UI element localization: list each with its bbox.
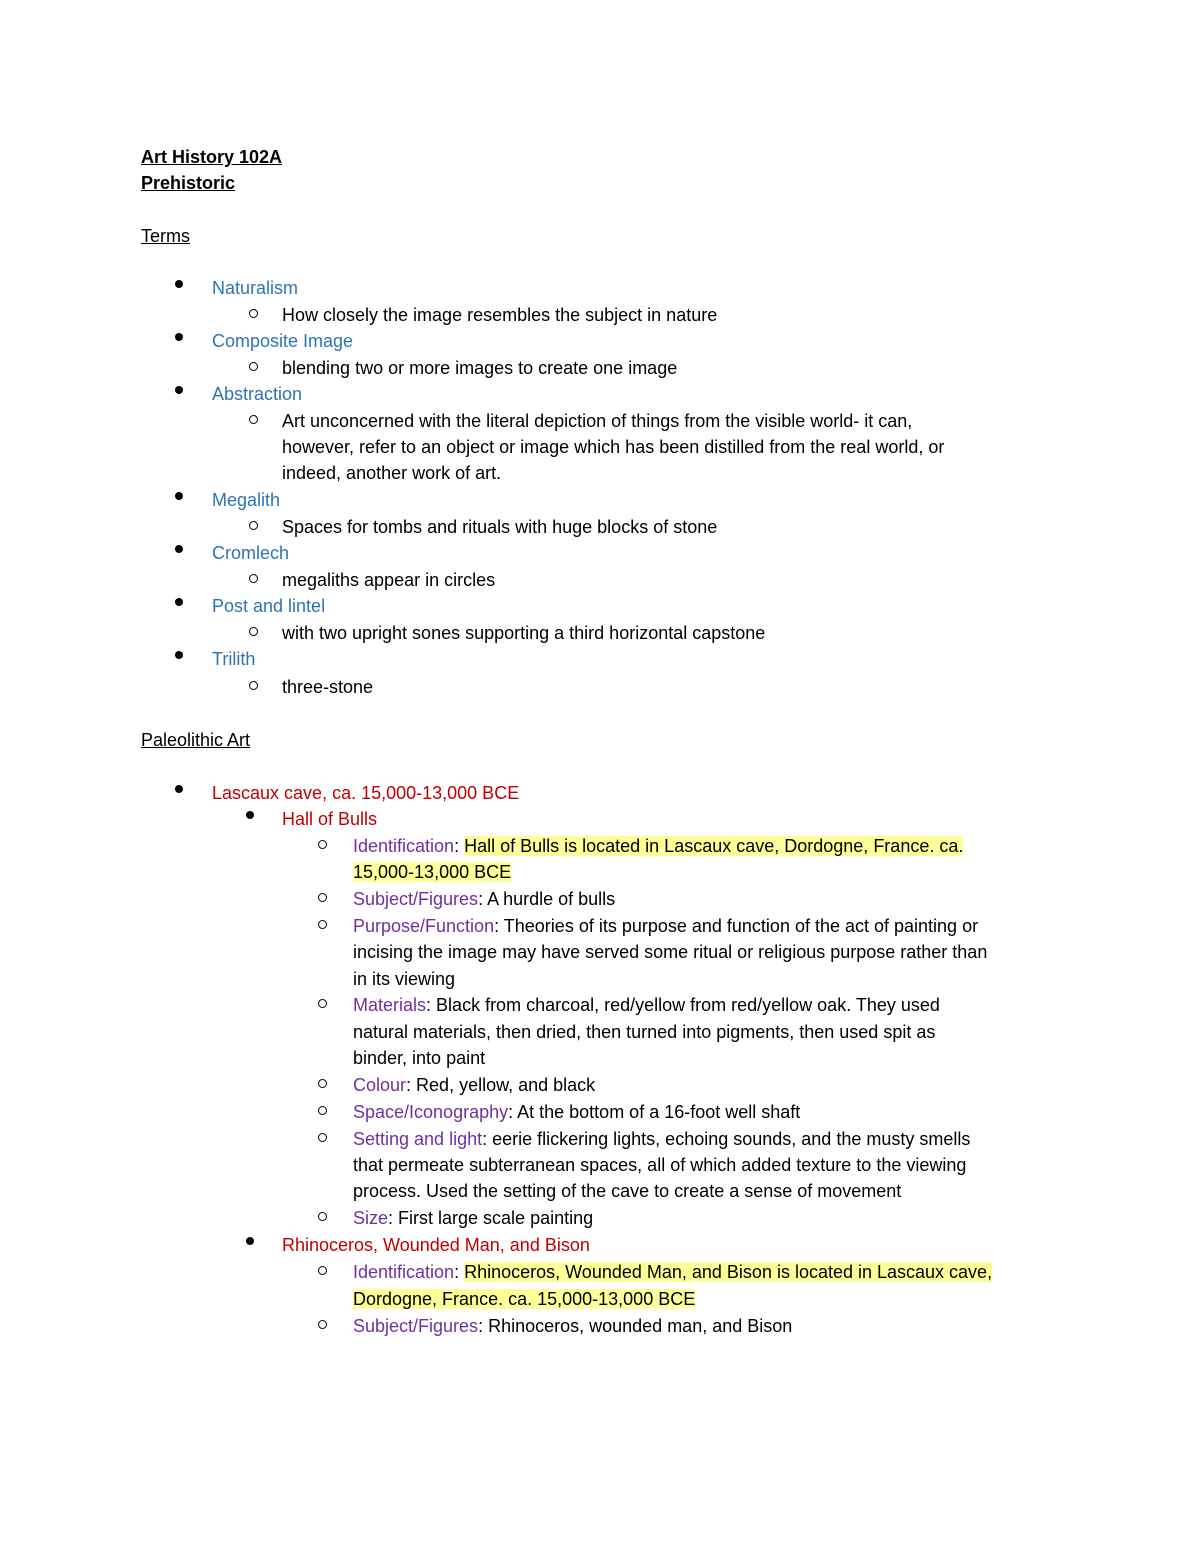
bullet-icon	[246, 811, 254, 819]
term-definition: with two upright sones supporting a third horizontal capstone	[282, 623, 766, 643]
detail-continuation	[353, 1288, 695, 1310]
detail-text-highlighted: Rhinoceros, Wounded Man, and Bison is located in Lascaux cave,	[464, 1262, 993, 1282]
detail-text: First large scale painting	[398, 1208, 594, 1228]
term-naturalism: Naturalism	[212, 278, 299, 298]
detail-separator: :	[426, 995, 437, 1015]
detail-text-highlighted: 15,000-13,000 BCE	[353, 862, 512, 882]
detail-separator: :	[478, 889, 488, 909]
circle-bullet-icon	[249, 681, 258, 690]
detail-subject-figures	[353, 1315, 792, 1337]
bullet-icon	[175, 651, 183, 659]
detail-label: Setting and light	[353, 1129, 483, 1149]
detail-label: Identification	[353, 836, 455, 856]
circle-bullet-icon	[318, 1079, 327, 1088]
term-definition: Art unconcerned with the literal depiction of things from the visible world- it can,	[282, 411, 913, 431]
term-abstraction: Abstraction	[212, 384, 303, 404]
course-title: Art History 102A	[141, 147, 283, 167]
detail-label: Size	[353, 1208, 389, 1228]
term-trilith: Trilith	[212, 649, 256, 669]
detail-separator: :	[494, 916, 504, 936]
circle-bullet-icon	[318, 999, 327, 1008]
term-definition: Spaces for tombs and rituals with huge blocks of stone	[282, 517, 718, 537]
detail-size	[353, 1207, 593, 1229]
detail-label: Identification	[353, 1262, 455, 1282]
detail-space-iconography	[353, 1101, 800, 1123]
term-definition: How closely the image resembles the subject in nature	[282, 305, 718, 325]
detail-materials	[353, 994, 940, 1016]
detail-colour	[353, 1074, 595, 1096]
detail-text: Black from charcoal, red/yellow from red/yellow oak. They used	[436, 995, 940, 1015]
detail-identification	[353, 1261, 992, 1283]
detail-continuation: that permeate subterranean spaces, all of which added texture to the viewing	[353, 1155, 967, 1175]
circle-bullet-icon	[249, 415, 258, 424]
detail-continuation: binder, into paint	[353, 1048, 486, 1068]
detail-text: eerie flickering lights, echoing sounds, and the musty smells	[492, 1129, 971, 1149]
detail-continuation: process. Used the setting of the cave to create a sense of movement	[353, 1181, 902, 1201]
circle-bullet-icon	[318, 1320, 327, 1329]
circle-bullet-icon	[318, 920, 327, 929]
detail-continuation: incising the image may have served some ritual or religious purpose rather than	[353, 942, 988, 962]
circle-bullet-icon	[249, 574, 258, 583]
term-definition: three-stone	[282, 677, 374, 697]
detail-label: Space/Iconography	[353, 1102, 509, 1122]
term-definition: blending two or more images to create one image	[282, 358, 678, 378]
paleolithic-heading: Paleolithic Art	[141, 730, 251, 750]
detail-separator: :	[454, 1262, 465, 1282]
detail-purpose-function	[353, 915, 978, 937]
circle-bullet-icon	[318, 840, 327, 849]
detail-text: A hurdle of bulls	[487, 889, 616, 909]
term-megalith: Megalith	[212, 490, 281, 510]
detail-separator: :	[482, 1129, 493, 1149]
detail-separator: :	[454, 836, 465, 856]
detail-setting-and-light	[353, 1128, 970, 1150]
detail-label: Subject/Figures	[353, 889, 479, 909]
detail-separator: :	[478, 1316, 489, 1336]
bullet-icon	[175, 386, 183, 394]
bullet-icon	[175, 545, 183, 553]
detail-continuation: natural materials, then dried, then turned into pigments, then used spit as	[353, 1022, 936, 1042]
terms-heading: Terms	[141, 226, 190, 246]
detail-label: Purpose/Function	[353, 916, 495, 936]
detail-text: Rhinoceros, wounded man, and Bison	[488, 1316, 793, 1336]
term-definition-continued: however, refer to an object or image which has been distilled from the real world, or	[282, 437, 945, 457]
circle-bullet-icon	[249, 362, 258, 371]
detail-label: Subject/Figures	[353, 1316, 479, 1336]
detail-label: Materials	[353, 995, 427, 1015]
circle-bullet-icon	[318, 1212, 327, 1221]
circle-bullet-icon	[318, 1266, 327, 1275]
detail-separator: :	[388, 1208, 399, 1228]
bullet-icon	[175, 280, 183, 288]
bullet-icon	[175, 492, 183, 500]
circle-bullet-icon	[318, 893, 327, 902]
detail-continuation	[353, 861, 511, 883]
detail-subject-figures	[353, 888, 615, 910]
detail-text-highlighted: Dordogne, France. ca. 15,000-13,000 BCE	[353, 1289, 696, 1309]
term-definition: megaliths appear in circles	[282, 570, 496, 590]
work-rhinoceros-wounded-man-bison: Rhinoceros, Wounded Man, and Bison	[282, 1235, 590, 1255]
circle-bullet-icon	[318, 1133, 327, 1142]
detail-text: Red, yellow, and black	[416, 1075, 596, 1095]
bullet-icon	[246, 1237, 254, 1245]
detail-text-highlighted: Hall of Bulls is located in Lascaux cave, Dordogne, France. ca.	[464, 836, 964, 856]
bullet-icon	[175, 785, 183, 793]
term-definition-continued: indeed, another work of art.	[282, 463, 502, 483]
detail-identification	[353, 835, 963, 857]
circle-bullet-icon	[249, 309, 258, 318]
term-cromlech: Cromlech	[212, 543, 290, 563]
detail-separator: :	[406, 1075, 417, 1095]
unit-title: Prehistoric	[141, 173, 236, 193]
bullet-icon	[175, 598, 183, 606]
circle-bullet-icon	[318, 1106, 327, 1115]
site-lascaux-cave: Lascaux cave, ca. 15,000-13,000 BCE	[212, 783, 520, 803]
detail-label: Colour	[353, 1075, 407, 1095]
detail-text: Theories of its purpose and function of the act of painting or	[503, 916, 979, 936]
circle-bullet-icon	[249, 627, 258, 636]
detail-continuation: in its viewing	[353, 969, 456, 989]
bullet-icon	[175, 333, 183, 341]
circle-bullet-icon	[249, 521, 258, 530]
detail-text: At the bottom of a 16-foot well shaft	[517, 1102, 801, 1122]
work-hall-of-bulls: Hall of Bulls	[282, 809, 378, 829]
term-composite-image: Composite Image	[212, 331, 354, 351]
term-post-and-lintel: Post and lintel	[212, 596, 326, 616]
detail-separator: :	[508, 1102, 518, 1122]
